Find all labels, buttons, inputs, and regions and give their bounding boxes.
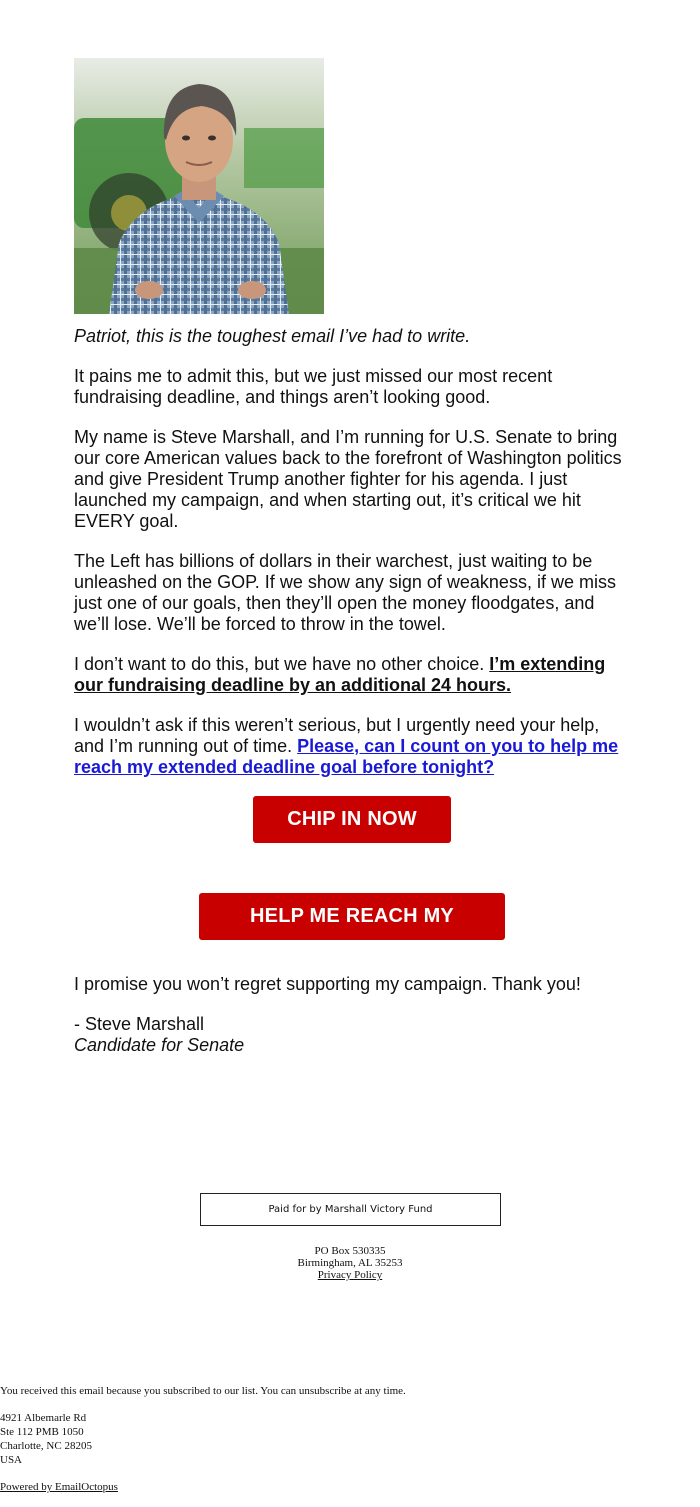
sender-address: [0, 1411, 700, 1467]
chip-in-button-row: [74, 797, 630, 877]
reach-goal-button-row: [74, 877, 630, 974]
extending-deadline-emphasis: I’m extending our fundraising deadline by an additional 24 hours.: [74, 654, 606, 695]
paid-for-disclaimer: Paid for by Marshall Victory Fund: [200, 1193, 501, 1226]
email-footer: [0, 1384, 700, 1507]
candidate-photo: [74, 58, 324, 314]
paragraph-introduction: My name is Steve Marshall, and I’m running for U.S. Senate to bring our core American values back to the forefront of Washington politics and give President Trump another fighter for his agenda. I just launched my campaign, and when starting out, it’s critical we hit EVERY goal.: [74, 427, 622, 531]
paragraph-missed-deadline: It pains me to admit this, but we just missed our most recent fundraising deadline, and things aren’t looking good.: [74, 366, 553, 407]
help-me-reach-goal-button[interactable]: HELP ME REACH MY GOAL: [199, 893, 505, 940]
sender-address-line4: USA: [0, 1454, 23, 1466]
powered-by-emailoctopus-link[interactable]: Powered by EmailOctopus: [0, 1481, 118, 1493]
paragraph-extending-deadline: [74, 654, 630, 696]
sender-address-line2: Ste 112 PMB 1050: [0, 1426, 84, 1438]
campaign-address: [200, 1245, 500, 1281]
urgent-help-text: I wouldn’t ask if this weren’t serious, but I urgently need your help, and I’m running out of time.: [74, 715, 600, 756]
sender-address-line3: Charlotte, NC 28205: [0, 1440, 92, 1452]
campaign-address-line2: Birmingham, AL 35253: [297, 1257, 403, 1269]
sender-address-line1: 4921 Albemarle Rd: [0, 1412, 87, 1424]
signature-name: - Steve Marshall: [74, 1014, 205, 1034]
closing-line: I promise you won’t regret supporting my campaign. Thank you!: [74, 974, 581, 994]
paragraph-urgent-help: [74, 715, 630, 778]
extending-deadline-text: I don’t want to do this, but we have no other choice.: [74, 654, 490, 674]
greeting: Patriot, this is the toughest email I’ve had to write.: [74, 326, 471, 346]
privacy-policy-link[interactable]: Privacy Policy: [317, 1269, 383, 1281]
subscription-notice: You received this email because you subscribed to our list. You can unsubscribe at any time.: [0, 1385, 406, 1397]
extended-goal-link[interactable]: Please, can I count on you to help me reach my extended deadline goal before tonight?: [74, 736, 619, 777]
signature-title: Candidate for Senate: [74, 1035, 245, 1055]
paragraph-the-left: The Left has billions of dollars in their warchest, just waiting to be unleashed on the GOP. If we show any sign of weakness, if we miss just one of our goals, then they’ll open the money floodgates, and we’ll lose. We’ll be forced to throw in the towel.: [74, 551, 616, 634]
campaign-address-line1: PO Box 530335: [314, 1245, 386, 1257]
chip-in-now-button[interactable]: CHIP IN NOW >>: [253, 796, 451, 843]
email-body: [74, 58, 630, 1056]
